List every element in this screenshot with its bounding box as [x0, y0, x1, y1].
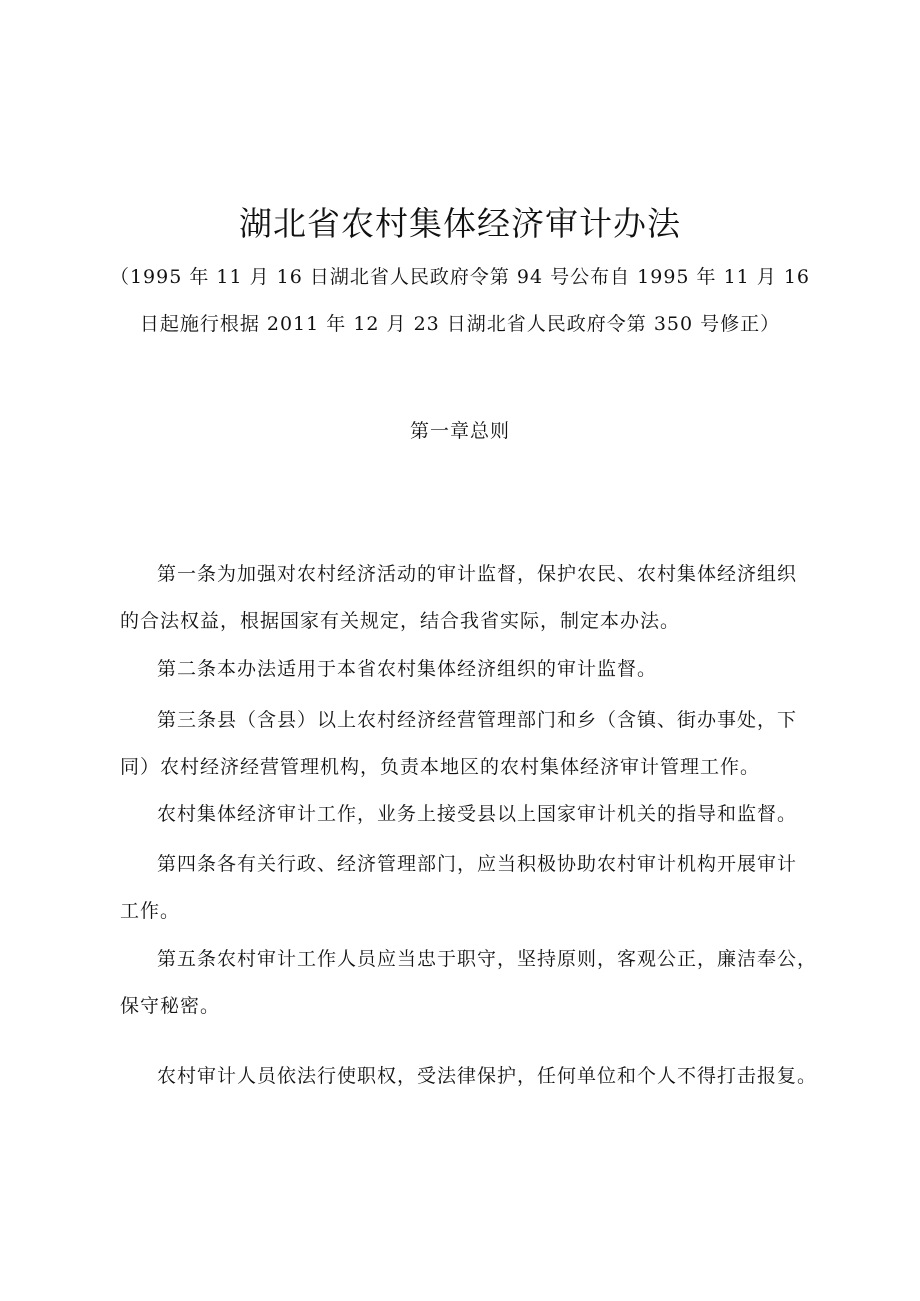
article-3-line-2: 同）农村经济经营管理机构，负责本地区的农村集体经济审计管理工作。	[120, 756, 761, 778]
article-1-line-2: 的合法权益，根据国家有关规定，结合我省实际，制定本办法。	[120, 610, 681, 632]
article-1-line-1: 第一条为加强对农村经济活动的审计监督，保护农民、农村集体经济组织	[157, 563, 798, 585]
article-5-line-1: 第五条农村审计工作人员应当忠于职守，坚持原则，客观公正，廉洁奉公，	[157, 948, 818, 970]
article-4-line-2: 工作。	[120, 900, 181, 922]
article-3-line-1: 第三条县（含县）以上农村经济经营管理部门和乡（含镇、街办事处，下	[157, 709, 798, 731]
subtitle-line-2: 日起施行根据 2011 年 12 月 23 日湖北省人民政府令第 350 号修正）	[139, 313, 781, 335]
document-title: 湖北省农村集体经济审计办法	[239, 204, 681, 243]
chapter-heading: 第一章总则	[409, 420, 510, 442]
article-4-line-1: 第四条各有关行政、经济管理部门，应当积极协助农村审计机构开展审计	[157, 853, 798, 875]
paragraph-supervision: 农村集体经济审计工作，业务上接受县以上国家审计机关的指导和监督。	[157, 803, 798, 825]
paragraph-legal-protection: 农村审计人员依法行使职权，受法律保护，任何单位和个人不得打击报复。	[157, 1065, 818, 1087]
subtitle-line-1: （1995 年 11 月 16 日湖北省人民政府令第 94 号公布自 1995 年 11 月 16	[109, 266, 811, 288]
article-5-line-2: 保守秘密。	[120, 995, 221, 1017]
article-2-line-1: 第二条本办法适用于本省农村集体经济组织的审计监督。	[157, 658, 658, 680]
